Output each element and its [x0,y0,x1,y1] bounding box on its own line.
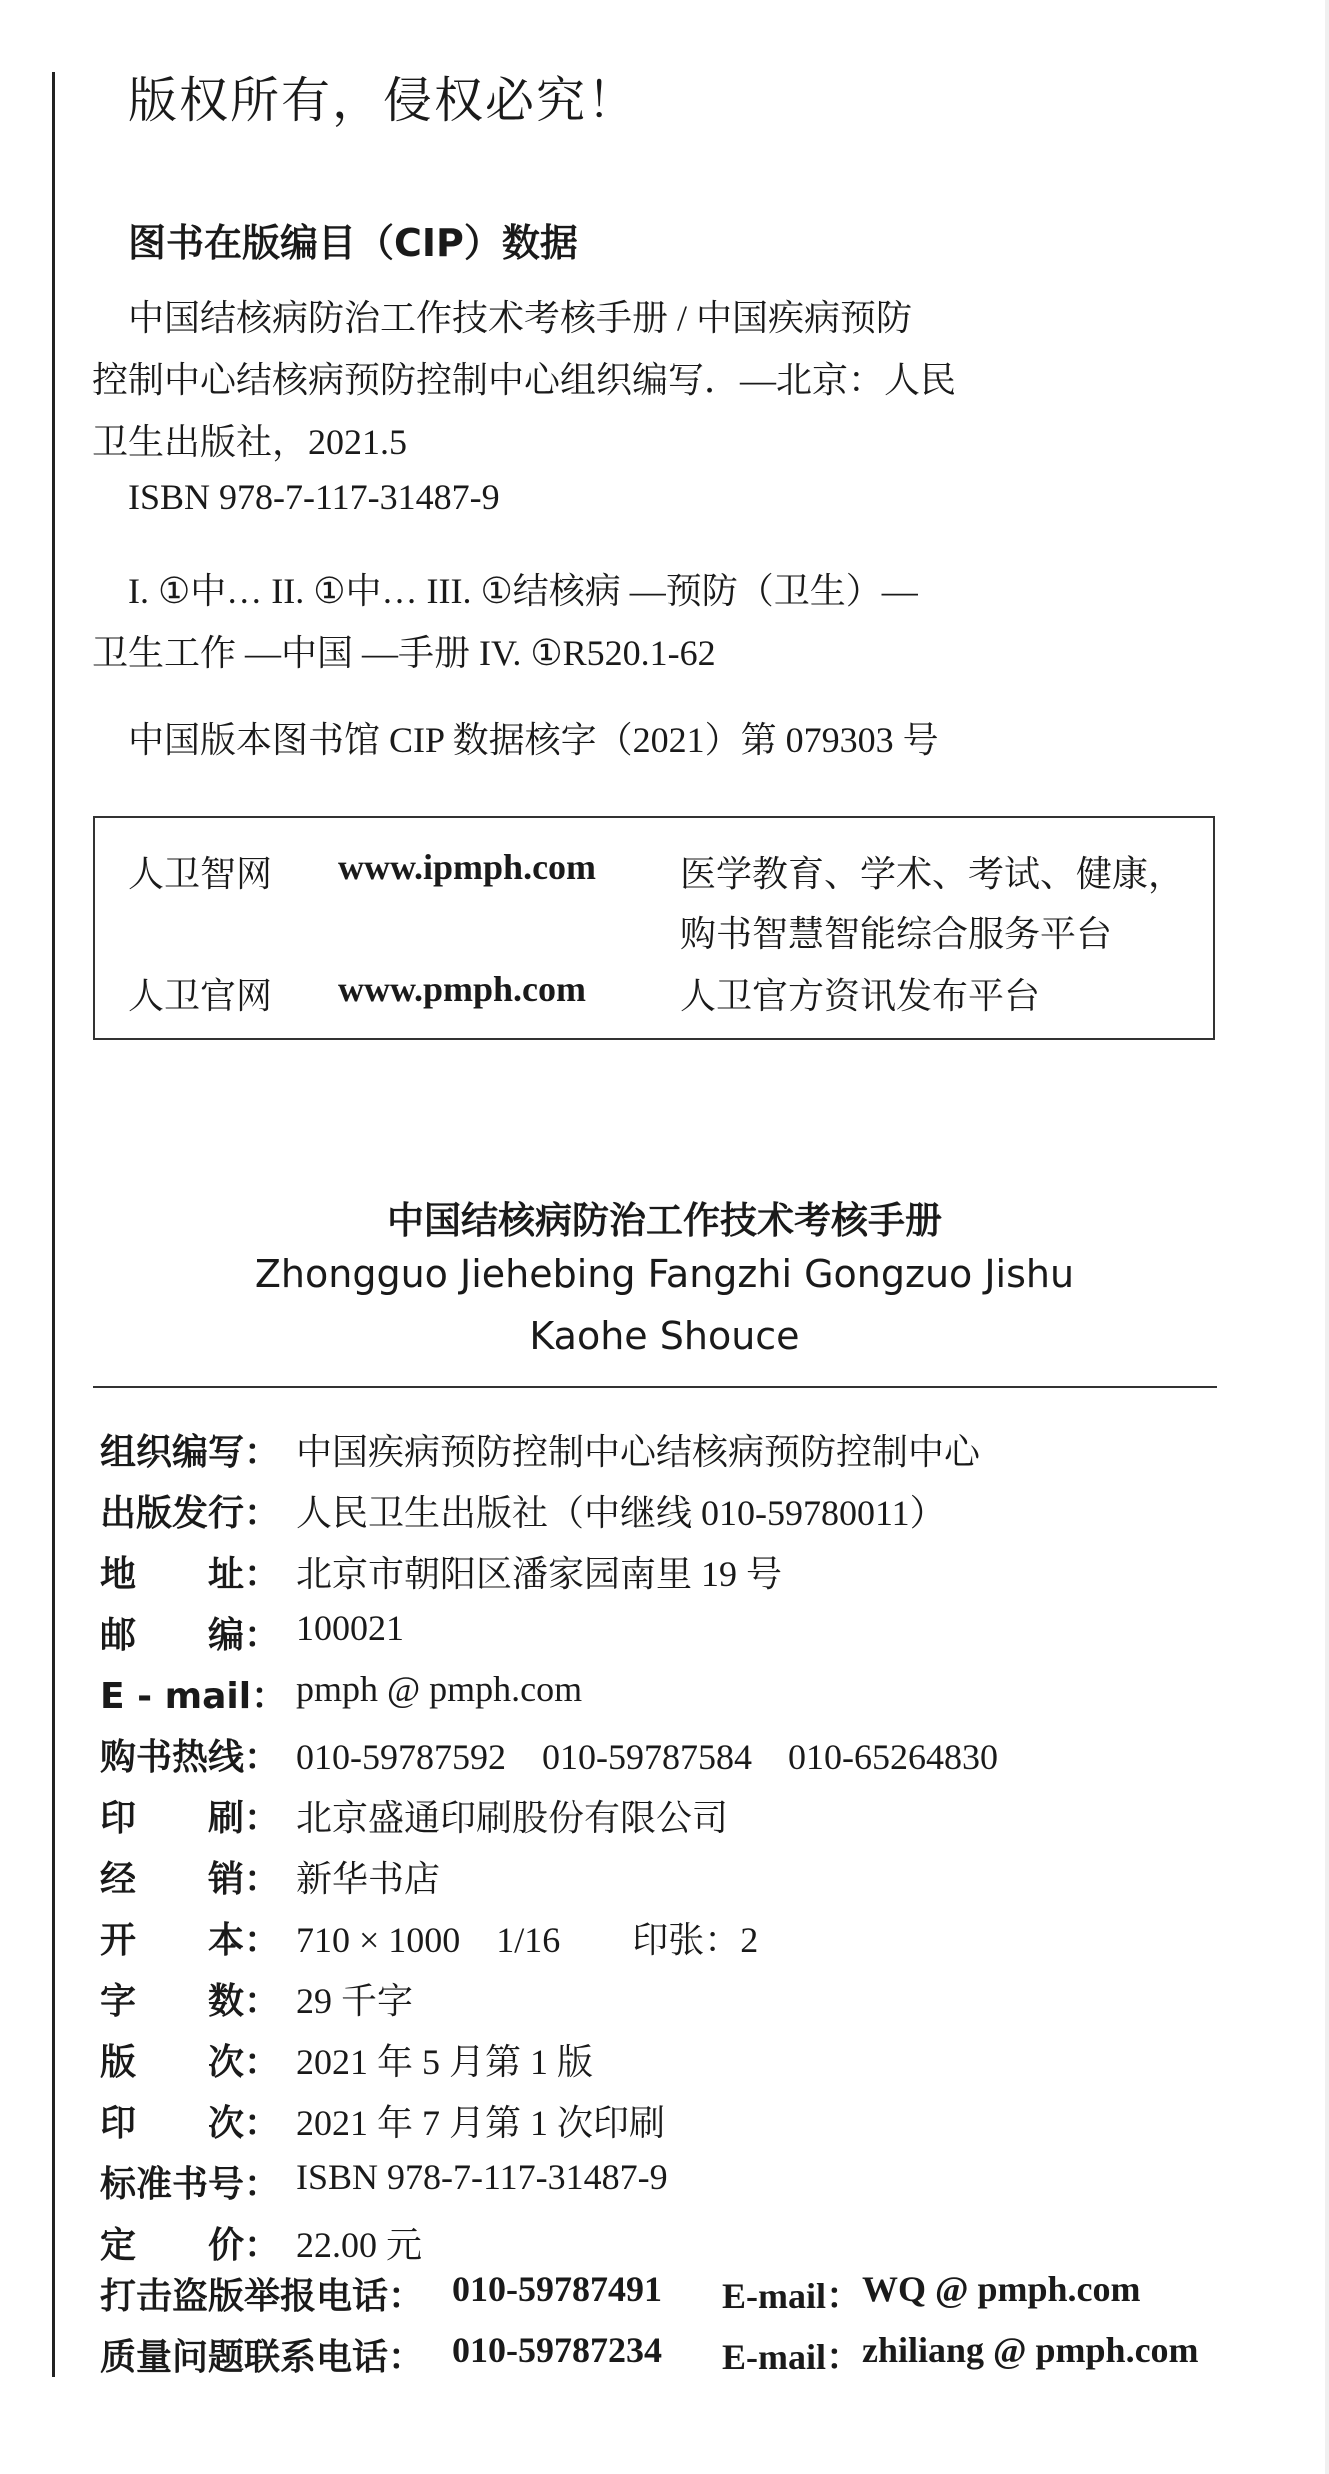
info-value-email[interactable]: pmph @ pmph.com [296,1669,583,1709]
website-description: 人卫官方资讯发布平台 [680,976,1041,1017]
book-title-pinyin: Kaohe Shouce [529,1314,800,1358]
cip-line: 控制中心结核病预防控制中心组织编写．—北京：人民 [92,360,957,400]
info-label-printer: 印 刷： [100,1798,281,1839]
info-label-format: 开 本： [100,1920,281,1961]
info-value-postcode: 100021 [296,1608,404,1648]
report-email-piracy[interactable]: WQ @ pmph.com [862,2269,1141,2309]
info-label-editor: 组织编写： [100,1432,281,1473]
info-value-hotline: 010-59787592 010-59787584 010-65264830 [296,1737,998,1777]
info-label-edition: 版 次： [100,2042,281,2083]
info-value-format: 710 × 1000 1/16 印张：2 [296,1920,759,1960]
info-value-editor: 中国疾病预防控制中心结核病预防控制中心 [296,1432,981,1472]
copyright-notice: 版权所有，侵权必究！ [128,72,639,129]
info-label-address: 地 址： [100,1554,281,1595]
info-label-isbn: 标准书号： [100,2164,281,2205]
info-value-distributor: 新华书店 [296,1859,441,1899]
website-description: 购书智慧智能综合服务平台 [680,914,1113,955]
info-value-price: 22.00 元 [296,2225,423,2265]
info-value-address: 北京市朝阳区潘家园南里 19 号 [296,1554,783,1594]
info-label-wordcount: 字 数： [100,1981,281,2022]
info-value-printer: 北京盛通印刷股份有限公司 [296,1798,729,1838]
info-label-price: 定 价： [100,2225,281,2266]
book-title-pinyin: Zhongguo Jiehebing Fangzhi Gongzuo Jishu [254,1252,1075,1296]
report-email-label: E-mail： [722,2276,862,2316]
report-label-piracy: 打击盗版举报电话： [100,2276,425,2317]
info-value-edition: 2021 年 5 月第 1 版 [296,2042,594,2082]
cip-classification: 卫生工作 —中国 —手册 IV. ①R520.1-62 [92,633,716,673]
info-label-publisher: 出版发行： [100,1493,281,1534]
report-email-quality[interactable]: zhiliang @ pmph.com [862,2330,1199,2370]
cip-classification: I. ①中… II. ①中… III. ①结核病 —预防（卫生）— [128,571,918,611]
website-name: 人卫官网 [128,976,273,1017]
cip-line: 卫生出版社，2021.5 [92,422,408,462]
info-label-email: E - mail： [100,1676,288,1717]
website-url[interactable]: www.ipmph.com [338,847,597,887]
website-name: 人卫智网 [128,854,273,895]
cip-isbn: ISBN 978-7-117-31487-9 [128,477,500,517]
info-label-distributor: 经 销： [100,1859,281,1900]
report-phone-piracy: 010-59787491 [452,2269,662,2309]
info-value-isbn: ISBN 978-7-117-31487-9 [296,2157,668,2197]
report-label-quality: 质量问题联系电话： [100,2337,425,2378]
divider [93,1386,1217,1388]
report-phone-quality: 010-59787234 [452,2330,662,2370]
website-url[interactable]: www.pmph.com [338,969,587,1009]
cip-record-number: 中国版本图书馆 CIP 数据核字（2021）第 079303 号 [128,720,939,760]
cip-heading: 图书在版编目（CIP）数据 [128,221,578,265]
report-email-label: E-mail： [722,2337,862,2377]
cip-line: 中国结核病防治工作技术考核手册 / 中国疾病预防 [128,298,913,338]
website-description: 医学教育、学术、考试、健康， [680,854,1185,895]
info-value-publisher: 人民卫生出版社（中继线 010-59780011） [296,1493,946,1533]
info-value-wordcount: 29 千字 [296,1981,414,2021]
info-label-postcode: 邮 编： [100,1615,281,1656]
info-value-printing: 2021 年 7 月第 1 次印刷 [296,2103,666,2143]
info-label-printing: 印 次： [100,2103,281,2144]
book-title: 中国结核病防治工作技术考核手册 [387,1199,942,1242]
info-label-hotline: 购书热线： [100,1737,281,1778]
